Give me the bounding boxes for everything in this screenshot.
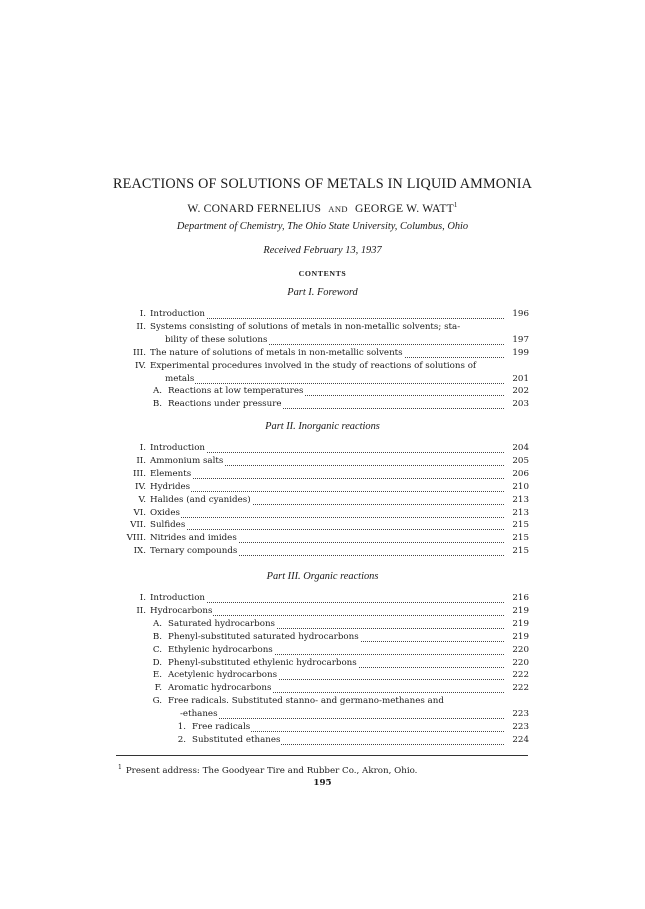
toc-entry (0, 398, 645, 411)
toc-entry (0, 721, 645, 734)
toc-page-number: 220 (512, 644, 529, 655)
toc-entry-title: Acetylenic hydrocarbons (168, 670, 278, 681)
toc-page-number: 197 (512, 334, 529, 345)
toc-page-number: 203 (512, 399, 529, 410)
toc-entry-title: bility of these solutions (165, 334, 268, 345)
toc-entry-title: -ethanes (180, 709, 218, 720)
toc-entry-number: 2. (177, 734, 186, 745)
toc-entry-number: I. (139, 593, 146, 603)
toc-entry-title: Elements (150, 468, 192, 479)
toc-page-number: 206 (512, 468, 529, 479)
toc-entry-title: Sulfides (150, 520, 186, 531)
toc-page-number: 196 (512, 309, 529, 319)
toc-entry (0, 347, 645, 360)
toc-entry-title: Aromatic hydrocarbons (168, 683, 272, 694)
toc-page-number: 202 (512, 386, 529, 397)
toc-page-number: 216 (512, 593, 529, 603)
toc-entry (0, 481, 645, 494)
author-name: W. CONARD FERNELIUS (187, 201, 322, 215)
toc-entry (0, 669, 645, 682)
part-heading: Part I. Foreword (287, 287, 358, 298)
toc-entry (0, 682, 645, 695)
dot-leader (180, 717, 504, 719)
toc-page-number: 223 (512, 709, 529, 720)
toc-page-number: 215 (512, 546, 529, 557)
toc-entry-title: Introduction (150, 593, 206, 603)
toc-entry (0, 455, 645, 468)
toc-entry (0, 360, 645, 373)
toc-entry (0, 519, 645, 532)
dot-leader (165, 382, 504, 384)
footnote (118, 764, 417, 776)
toc-entry-title: Free radicals. Substituted stanno- and germano-methanes and (168, 696, 444, 707)
toc-entry (0, 631, 645, 644)
footnote-text: Present address: The Goodyear Tire and Rubber Co., Akron, Ohio. (125, 765, 418, 776)
toc-entry-title: Ammonium salts (150, 455, 224, 466)
toc-entry (0, 605, 645, 618)
toc-entry-title: Nitrides and imides (150, 533, 237, 544)
toc-page-number: 205 (512, 455, 529, 466)
toc-entry-number: C. (152, 644, 162, 655)
toc-entry-title: Free radicals (192, 722, 251, 732)
toc-entry-title: The nature of solutions of metals in non-metallic solvents (150, 347, 403, 358)
toc-page-number: 220 (512, 657, 529, 668)
page-number: 195 (313, 778, 332, 788)
footnote-mark: 1 (118, 764, 122, 771)
toc-entry-number: E. (152, 670, 162, 681)
toc-entry-number: IV. (135, 360, 146, 371)
toc-entry-title: metals (165, 373, 195, 384)
toc-entry (0, 545, 645, 558)
toc-entry-number: I. (139, 309, 146, 319)
toc-entry-number: IX. (133, 546, 146, 557)
toc-entry-number: VI. (133, 507, 146, 518)
toc-entry-number: V. (138, 494, 146, 505)
toc-entry-title: Ethylenic hydrocarbons (168, 644, 273, 655)
toc-page-number: 213 (512, 494, 529, 505)
toc-entry (0, 592, 645, 605)
toc-entry (0, 532, 645, 545)
author-line (0, 201, 645, 215)
toc-entry-number: III. (132, 468, 146, 479)
toc-entry (0, 507, 645, 520)
toc-entry-title: Ternary compounds (150, 546, 238, 557)
toc-page-number: 215 (512, 520, 529, 531)
toc-entry-number: I. (139, 443, 146, 453)
toc-page-number: 210 (512, 481, 529, 492)
toc-entry-number: G. (152, 696, 162, 707)
contents-heading: CONTENTS (298, 269, 347, 278)
toc-page-number: 213 (512, 507, 529, 518)
toc-page-number: 215 (512, 533, 529, 544)
dot-leader (150, 490, 504, 492)
toc-entry-number: VIII. (126, 533, 146, 544)
part-heading: Part II. Inorganic reactions (265, 421, 380, 432)
toc-entry-number: IV. (135, 481, 146, 492)
toc-page-number: 201 (512, 373, 529, 384)
footnote-marker: 1 (453, 201, 458, 209)
toc-entry (0, 644, 645, 657)
toc-page-number: 223 (512, 722, 529, 732)
toc-entry-number: F. (154, 683, 162, 694)
toc-entry-title: Phenyl-substituted saturated hydrocarbons (168, 631, 359, 642)
article-title: REACTIONS OF SOLUTIONS OF METALS IN LIQUID AMMONIA (112, 176, 533, 192)
toc-entry (0, 373, 645, 386)
toc-entry (0, 308, 645, 321)
toc-entry (0, 494, 645, 507)
toc-entry-number: 1. (177, 722, 186, 732)
toc-entry (0, 334, 645, 347)
toc-entry-number: B. (152, 399, 162, 410)
toc-entry-title: Introduction (150, 443, 206, 453)
toc-entry-number: A. (152, 386, 162, 397)
toc-entry-title: Introduction (150, 309, 206, 319)
toc-entry (0, 734, 645, 747)
part-heading: Part III. Organic reactions (266, 571, 379, 582)
toc-entry (0, 657, 645, 670)
toc-entry-title: Oxides (150, 507, 180, 518)
toc-page-number: 224 (512, 734, 529, 745)
toc-entry (0, 385, 645, 398)
toc-entry-number: II. (136, 321, 146, 332)
toc-entry (0, 695, 645, 708)
toc-entry-title: Experimental procedures involved in the study of reactions of solutions of (150, 360, 477, 371)
toc-entry-number: III. (132, 347, 146, 358)
toc-entry (0, 468, 645, 481)
author-conjunction: AND (328, 203, 348, 214)
toc-entry-number: VII. (130, 520, 146, 531)
toc-page-number: 222 (512, 683, 529, 694)
toc-page-number: 219 (512, 605, 529, 616)
author-name: GEORGE W. WATT (355, 201, 454, 215)
toc-entry-title: Reactions under pressure (168, 399, 282, 410)
toc-entry-number: II. (136, 455, 146, 466)
toc-entry-title: Hydrides (150, 481, 191, 492)
toc-entry-title: Substituted ethanes (192, 734, 281, 745)
toc-entry-number: D. (152, 657, 162, 668)
toc-entry-title: Saturated hydrocarbons (168, 618, 275, 629)
toc-entry-title: Halides (and cyanides) (150, 494, 251, 505)
toc-page-number: 222 (512, 670, 529, 681)
toc-entry (0, 708, 645, 721)
toc-entry (0, 442, 645, 455)
dot-leader (150, 516, 504, 518)
toc-entry-title: Hydrocarbons (150, 605, 213, 616)
affiliation: Department of Chemistry, The Ohio State University, Columbus, Ohio (176, 221, 469, 232)
toc-entry-title: Phenyl-substituted ethylenic hydrocarbons (168, 657, 357, 668)
toc-entry-number: II. (136, 605, 146, 616)
toc-entry-title: Reactions at low temperatures (168, 386, 304, 397)
toc-page-number: 204 (512, 443, 529, 453)
toc-entry (0, 618, 645, 631)
toc-entry-title: Systems consisting of solutions of metals in non-metallic solvents; sta- (150, 321, 461, 332)
dot-leader (150, 477, 504, 479)
toc-entry-number: A. (152, 618, 162, 629)
dot-leader (150, 528, 504, 530)
toc-entry (0, 321, 645, 334)
toc-page-number: 199 (512, 347, 529, 358)
toc-page-number: 219 (512, 618, 529, 629)
toc-entry-number: B. (152, 631, 162, 642)
received-date: Received February 13, 1937 (263, 245, 382, 256)
footnote-rule (116, 755, 528, 756)
toc-page-number: 219 (512, 631, 529, 642)
